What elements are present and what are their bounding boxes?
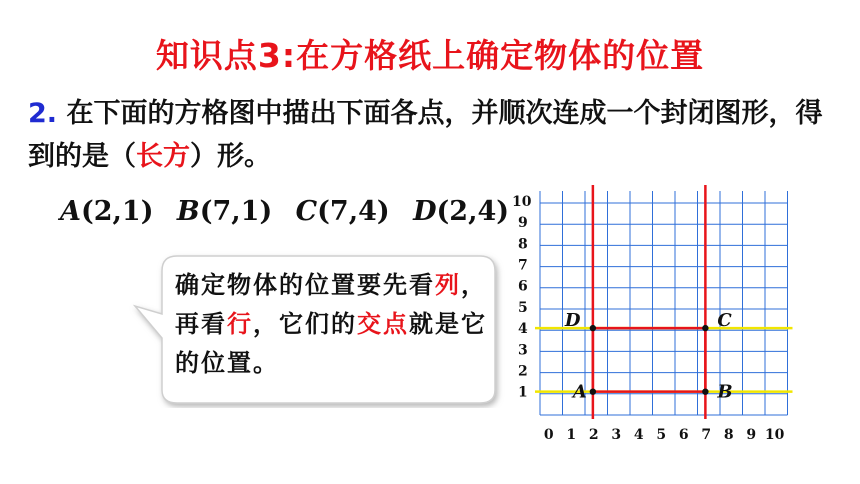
x-tick-label: 8 (723, 427, 734, 440)
point-dot (590, 325, 596, 331)
x-tick-label: 4 (633, 427, 644, 440)
y-tick-label: 4 (518, 321, 528, 338)
x-tick-label: 7 (701, 427, 712, 440)
rectangle-shape (593, 328, 706, 392)
question-text-2: ）形。 (190, 141, 271, 172)
question-text-1: 在下面的方格图中描出下面各点，并顺次连成一个封闭图形，得到的是（ (28, 98, 823, 172)
x-tick-label: 6 (678, 427, 689, 440)
x-tick-label: 0 (543, 427, 554, 440)
y-tick-label: 9 (518, 215, 528, 232)
tip-text: 确定物体的位置要先看列，再看行，它们的交点就是它的位置。 (175, 271, 487, 377)
coordinate-grid (510, 180, 800, 440)
point-label: C (717, 310, 732, 332)
y-tick-label: 6 (518, 278, 528, 295)
x-tick-label: 1 (566, 427, 577, 440)
point-b: B(7,1) (176, 196, 273, 227)
x-tick-label: 2 (588, 427, 599, 440)
point-a: A(2,1) (60, 196, 154, 227)
y-tick-label: 5 (518, 299, 528, 316)
point-list (60, 196, 523, 227)
point-label: B (717, 381, 733, 403)
point-dot (702, 388, 708, 394)
x-tick-label: 9 (746, 427, 757, 440)
y-tick-label: 10 (512, 193, 532, 210)
x-tick-label: 5 (656, 427, 667, 440)
point-d: D(2,4) (413, 196, 510, 227)
x-tick-label: 3 (611, 427, 622, 440)
question-answer: 长方 (136, 141, 190, 172)
y-tick-label: 7 (518, 257, 528, 274)
point-dot (702, 325, 708, 331)
point-label: D (564, 310, 581, 332)
point-dot (590, 388, 596, 394)
point-label: A (572, 381, 587, 403)
tip-bubble (125, 248, 505, 408)
y-tick-label: 3 (518, 342, 528, 359)
question-number: 2. (28, 98, 58, 129)
y-tick-label: 1 (518, 384, 528, 401)
y-tick-label: 2 (518, 363, 528, 380)
y-tick-label: 8 (518, 236, 528, 253)
x-tick-label: 10 (764, 427, 785, 440)
point-c: C(7,4) (295, 196, 390, 227)
question (28, 92, 828, 178)
grid-svg (510, 180, 800, 440)
slide-title: 知识点3:在方格纸上确定物体的位置 (155, 36, 705, 75)
